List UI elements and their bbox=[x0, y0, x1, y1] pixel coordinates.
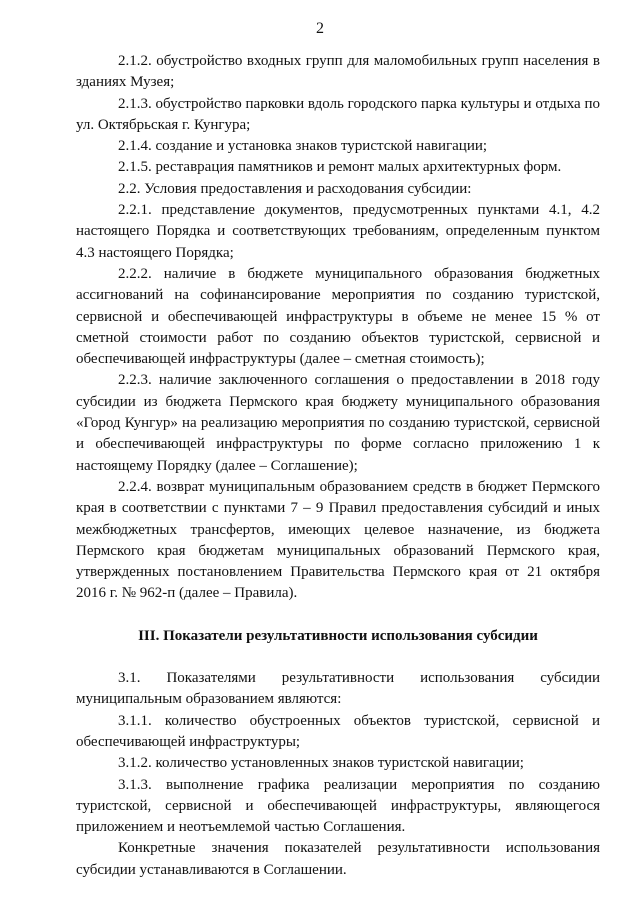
paragraph-3-1-3: 3.1.3. выполнение графика реализации мероприятия по созданию туристской, сервисной и обеспечивающей инфраструктуры, являющегося приложением и неотъемлемой частью Соглашения. bbox=[76, 776, 600, 836]
paragraph-3-1: 3.1. Показателями результативности использования субсидии муниципальным образованием являются: bbox=[76, 670, 600, 708]
paragraph-2-1-4: 2.1.4. создание и установка знаков туристской навигации; bbox=[118, 138, 488, 155]
paragraph-2-1-3: 2.1.3. обустройство парковки вдоль городского парка культуры и отдыха по ул. Октябрьская г. Кунгура; bbox=[76, 95, 600, 133]
paragraph-2-2-4: 2.2.4. возврат муниципальным образованием средств в бюджет Пермского края в соответствии с пунктами 7 – 9 Правил предоставления субсидий и иных межбюджетных трансфертов, имеющих целевое назначение, из бюджета Пермского края бюджетам муниципальных образований Пермского края, утвержденных постановлением Правительства Пермского края от 21 октября 2016 г. № 962-п (далее – Правила). bbox=[76, 478, 600, 602]
paragraph-2-1-5: 2.1.5. реставрация памятников и ремонт малых архитектурных форм. bbox=[118, 159, 562, 176]
section-heading: III. Показатели результативности использования субсидии bbox=[138, 627, 538, 644]
paragraph-3-1-2: 3.1.2. количество установленных знаков туристской навигации; bbox=[118, 755, 524, 772]
paragraph-2-2-1: 2.2.1. представление документов, предусмотренных пунктами 4.1, 4.2 настоящего Порядка и соответствующих требованиям, определенным пунктом 4.3 настоящего Порядка; bbox=[76, 202, 600, 261]
paragraph-2-2-2: 2.2.2. наличие в бюджете муниципального образования бюджетных ассигнований на софинансирование мероприятия по созданию туристской, сервисной и обеспечивающей инфраструктуры в объеме не менее 15 % от сметной стоимости работ по созданию объектов туристской, сервисной и обеспечивающей инфраструктуры (далее – сметная стоимость); bbox=[76, 265, 600, 368]
paragraph-2-2: 2.2. Условия предоставления и расходования субсидии: bbox=[118, 180, 472, 197]
page-number: 2 bbox=[316, 20, 324, 37]
paragraph-closing: Конкретные значения показателей результативности использования субсидии устанавливаются в Соглашении. bbox=[76, 840, 600, 878]
paragraph-2-2-3: 2.2.3. наличие заключенного соглашения о предоставлении в 2018 году субсидии из бюджета Пермского края бюджету муниципального образования «Город Кунгур» на реализацию мероприятия по созданию туристской, сервисной и обеспечивающей инфраструктуры по форме согласно приложению 1 к настоящему Порядку (далее – Соглашение); bbox=[76, 372, 600, 474]
paragraph-3-1-1: 3.1.1. количество обустроенных объектов туристской, сервисной и обеспечивающей инфраструктуры; bbox=[76, 712, 600, 750]
paragraph-2-1-2: 2.1.2. обустройство входных групп для маломобильных групп населения в зданиях Музея; bbox=[76, 53, 600, 91]
document-body bbox=[76, 51, 600, 881]
